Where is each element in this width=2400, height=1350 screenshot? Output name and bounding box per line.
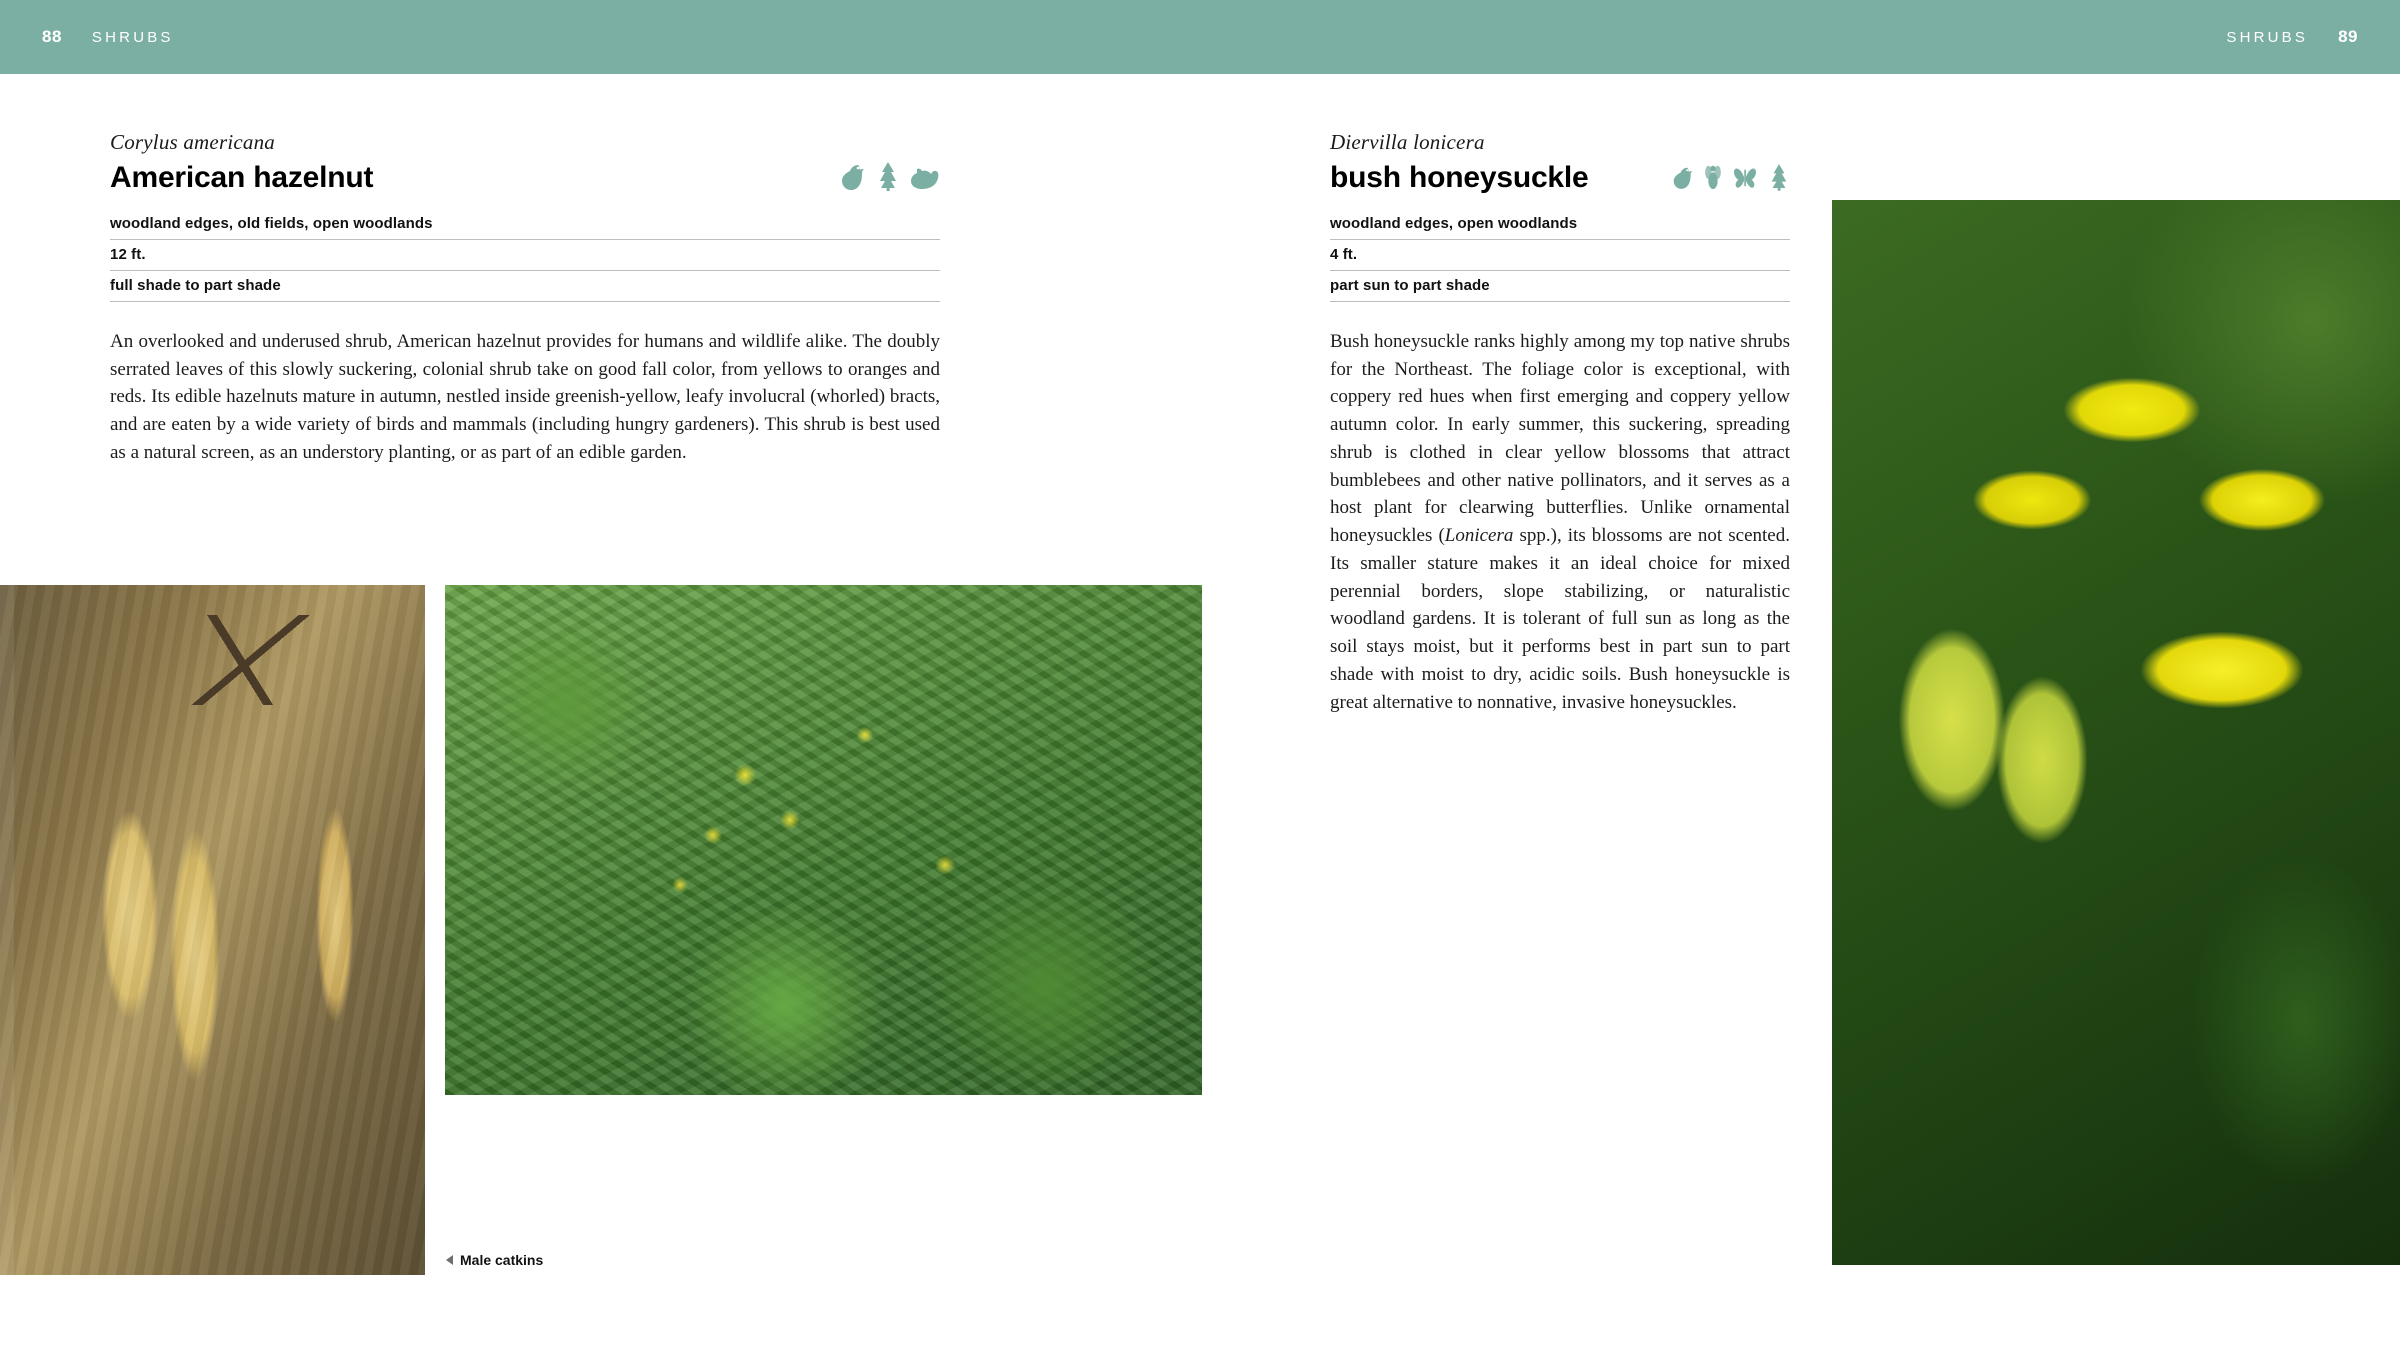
mammal-icon — [910, 161, 940, 191]
entry-body-text: An overlooked and underused shrub, American hazelnut provides for humans and wildlife alike. The doubly serrated leaves of this slowly suckering, colonial shrub take on good fall color, from yellows to oranges and reds. Its edible hazelnuts mature in autumn, nestled inside greenish-yellow, leafy involucral (whorled) bracts, and are eaten by a wide variety of birds and mammals (including hungry gardeners). This shrub is best used as a natural screen, as an understory planting, or as part of an edible garden. — [110, 331, 940, 463]
wildlife-icon-row — [840, 161, 940, 195]
shrub-image — [445, 585, 1202, 1095]
body-segment-1: Bush honeysuckle ranks highly among my top native shrubs for the Northeast. The foliage color is exceptional, with coppery red hues when first emerging and coppery yellow autumn color. In early summer, this suckering, spreading shrub is clothed in clear yellow blossoms that attract bumblebees and other native pollinators, and it serves as a host plant for clearwing butterflies. Unlike ornamental honeysuckles ( — [1330, 331, 1790, 547]
wildlife-icon-row — [1672, 163, 1790, 195]
common-name: bush honeysuckle — [1330, 161, 1589, 194]
bush-honeysuckle-flowers-photo — [1832, 200, 2400, 1265]
bird-icon — [1672, 163, 1694, 191]
common-name-row — [1330, 161, 1790, 195]
common-name: American hazelnut — [110, 161, 374, 194]
left-page-number: 88 — [42, 27, 62, 46]
left-running-head: SHRUBS — [91, 28, 174, 46]
right-page-number: 89 — [2338, 27, 2358, 46]
latin-name: Corylus americana — [110, 130, 275, 154]
right-running-head: SHRUBS — [2226, 28, 2309, 46]
bee-icon — [1704, 163, 1722, 191]
bird-icon — [840, 161, 866, 191]
catkins-image — [0, 585, 425, 1275]
header-left-group — [0, 27, 174, 47]
common-name-row — [110, 161, 940, 195]
conifer-icon — [876, 161, 900, 191]
figure-caption — [446, 1252, 543, 1268]
entry-body-text — [1330, 328, 1790, 716]
caption-text: Male catkins — [460, 1252, 544, 1268]
caption-arrow-icon — [446, 1255, 453, 1265]
fact-height: 4 ft. — [1330, 240, 1790, 271]
latin-name: Diervilla lonicera — [1330, 130, 1485, 154]
header-right-group — [2226, 27, 2400, 47]
fact-habitat: woodland edges, open woodlands — [1330, 209, 1790, 240]
fact-habitat: woodland edges, old fields, open woodlands — [110, 209, 940, 240]
body-genus-italic: Lonicera — [1444, 525, 1514, 547]
fact-light: part sun to part shade — [1330, 271, 1790, 302]
butterfly-icon — [1732, 163, 1758, 191]
entry-american-hazelnut — [110, 130, 940, 467]
page-header-bar — [0, 0, 2400, 74]
conifer-icon — [1768, 163, 1790, 191]
fact-height: 12 ft. — [110, 240, 940, 271]
fact-light: full shade to part shade — [110, 271, 940, 302]
entry-bush-honeysuckle — [1330, 130, 1790, 716]
hazelnut-shrub-photo — [445, 585, 1202, 1095]
honeysuckle-image — [1832, 200, 2400, 1265]
male-catkins-photo — [0, 585, 425, 1275]
body-segment-2: spp.), its blossoms are not scented. Its smaller stature makes it an ideal choice for mixed perennial borders, slope stabilizing, or naturalistic woodland gardens. It is tolerant of full sun as long as the soil stays moist, but it performs best in part sun to part shade with moist to dry, acidic soils. Bush honeysuckle is great alternative to nonnative, invasive honeysuckles. — [1330, 525, 1790, 713]
